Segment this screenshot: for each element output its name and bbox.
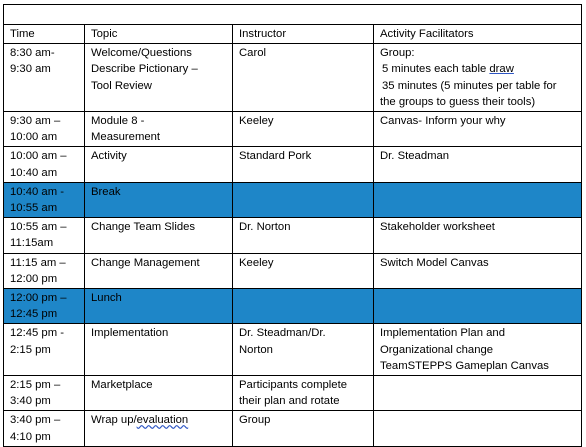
topic-line: Welcome/Questions bbox=[91, 47, 192, 60]
time-line: 12:45 pm - bbox=[10, 327, 65, 340]
activity-cell bbox=[374, 112, 582, 147]
time-line: 11:15am bbox=[10, 237, 54, 250]
time-cell bbox=[4, 182, 85, 217]
break-row bbox=[4, 182, 582, 217]
topic-cell bbox=[85, 324, 233, 376]
instructor-cell bbox=[233, 182, 374, 217]
topic-line: Change Management bbox=[91, 256, 200, 269]
topic-line: Break bbox=[91, 185, 121, 198]
time-line: 9:30 am bbox=[10, 63, 51, 76]
instructor-cell bbox=[233, 253, 374, 288]
activity-line: 35 minutes (5 minutes per table for bbox=[382, 79, 557, 92]
instructor-cell bbox=[233, 44, 374, 112]
time-cell bbox=[4, 411, 85, 446]
activity-line: Implementation Plan and bbox=[380, 327, 505, 340]
activity-cell bbox=[374, 411, 582, 446]
activity-cell bbox=[374, 44, 582, 112]
schedule-table bbox=[3, 4, 582, 447]
instructor-cell bbox=[233, 376, 374, 411]
topic-cell bbox=[85, 147, 233, 182]
time-line: 11:15 am – bbox=[10, 256, 66, 269]
activity-line: Group: bbox=[380, 47, 415, 60]
activity-cell bbox=[374, 324, 582, 376]
topic-line: Tool Review bbox=[91, 79, 152, 92]
topic-line bbox=[91, 412, 227, 428]
instructor-line: Carol bbox=[239, 47, 266, 60]
time-line: 10:40 am - bbox=[10, 185, 65, 198]
time-cell bbox=[4, 289, 85, 324]
activity-cell bbox=[374, 376, 582, 411]
activity-line: TeamSTEPPS Gameplan Canvas bbox=[380, 359, 549, 372]
header-instructor: Instructor bbox=[233, 25, 374, 44]
time-cell bbox=[4, 376, 85, 411]
instructor-cell bbox=[233, 411, 374, 446]
table-row bbox=[4, 44, 582, 112]
activity-cell bbox=[374, 182, 582, 217]
instructor-cell bbox=[233, 147, 374, 182]
header-time: Time bbox=[4, 25, 85, 44]
topic-line: Describe Pictionary – bbox=[91, 63, 198, 76]
table-header-row bbox=[4, 25, 582, 44]
time-line: 4:10 pm bbox=[10, 430, 51, 443]
instructor-line: Participants complete bbox=[239, 379, 347, 392]
activity-line bbox=[380, 61, 576, 77]
table-row bbox=[4, 376, 582, 411]
time-line: 10:40 am bbox=[10, 166, 58, 179]
header-topic: Topic bbox=[85, 25, 233, 44]
time-line: 2:15 pm – bbox=[10, 379, 61, 392]
activity-cell bbox=[374, 147, 582, 182]
time-line: 10:55 am – bbox=[10, 221, 67, 234]
blank-top-cell bbox=[4, 5, 582, 25]
activity-text: 5 minutes each table bbox=[382, 63, 490, 76]
instructor-cell bbox=[233, 112, 374, 147]
time-cell bbox=[4, 44, 85, 112]
topic-line: Marketplace bbox=[91, 379, 153, 392]
activity-text-underlined: draw bbox=[489, 63, 514, 76]
table-row bbox=[4, 218, 582, 253]
time-cell bbox=[4, 112, 85, 147]
topic-text-spellcheck: evaluation bbox=[136, 414, 189, 427]
header-activity-facilitators: Activity Facilitators bbox=[374, 25, 582, 44]
activity-cell bbox=[374, 218, 582, 253]
topic-cell bbox=[85, 376, 233, 411]
instructor-line: Dr. Norton bbox=[239, 221, 291, 234]
topic-line: Activity bbox=[91, 150, 127, 163]
topic-cell bbox=[85, 44, 233, 112]
time-line: 10:00 am bbox=[10, 131, 58, 144]
time-line: 10:00 am – bbox=[10, 150, 67, 163]
topic-text: Wrap up/ bbox=[91, 414, 137, 427]
time-line: 12:45 pm bbox=[10, 308, 58, 321]
instructor-cell bbox=[233, 218, 374, 253]
activity-line: Switch Model Canvas bbox=[380, 256, 489, 269]
topic-line: Change Team Slides bbox=[91, 221, 196, 234]
topic-line: Lunch bbox=[91, 292, 122, 305]
instructor-line: Group bbox=[239, 414, 271, 427]
time-line: 2:15 pm bbox=[10, 343, 51, 356]
topic-line: Implementation bbox=[91, 327, 169, 340]
topic-cell bbox=[85, 411, 233, 446]
topic-cell bbox=[85, 182, 233, 217]
activity-cell bbox=[374, 289, 582, 324]
activity-line: Stakeholder worksheet bbox=[380, 221, 495, 234]
topic-cell bbox=[85, 253, 233, 288]
instructor-cell bbox=[233, 324, 374, 376]
time-line: 9:30 am – bbox=[10, 115, 61, 128]
activity-line: Canvas- Inform your why bbox=[380, 115, 506, 128]
blank-top-row bbox=[4, 5, 582, 25]
instructor-line: Keeley bbox=[239, 115, 274, 128]
instructor-line: Norton bbox=[239, 343, 273, 356]
time-line: 12:00 pm – bbox=[10, 292, 67, 305]
lunch-row bbox=[4, 289, 582, 324]
instructor-line: Standard Pork bbox=[239, 150, 312, 163]
table-row bbox=[4, 112, 582, 147]
time-cell bbox=[4, 324, 85, 376]
instructor-line: their plan and rotate bbox=[239, 395, 340, 408]
topic-cell bbox=[85, 289, 233, 324]
topic-cell bbox=[85, 218, 233, 253]
table-row bbox=[4, 411, 582, 446]
table-row bbox=[4, 253, 582, 288]
topic-line: Module 8 - bbox=[91, 115, 145, 128]
topic-line: Measurement bbox=[91, 131, 161, 144]
activity-cell bbox=[374, 253, 582, 288]
instructor-line: Dr. Steadman/Dr. bbox=[239, 327, 326, 340]
topic-cell bbox=[85, 112, 233, 147]
table-row bbox=[4, 147, 582, 182]
time-cell bbox=[4, 147, 85, 182]
time-line: 8:30 am- bbox=[10, 47, 55, 60]
instructor-line: Keeley bbox=[239, 256, 274, 269]
table-row bbox=[4, 324, 582, 376]
time-line: 10:55 am bbox=[10, 202, 58, 215]
time-line: 3:40 pm bbox=[10, 395, 51, 408]
activity-line: Dr. Steadman bbox=[380, 150, 450, 163]
time-cell bbox=[4, 253, 85, 288]
time-line: 3:40 pm – bbox=[10, 414, 61, 427]
instructor-cell bbox=[233, 289, 374, 324]
time-line: 12:00 pm bbox=[10, 272, 58, 285]
time-cell bbox=[4, 218, 85, 253]
activity-line: Organizational change bbox=[380, 343, 494, 356]
activity-line: the groups to guess their tools) bbox=[380, 95, 536, 108]
